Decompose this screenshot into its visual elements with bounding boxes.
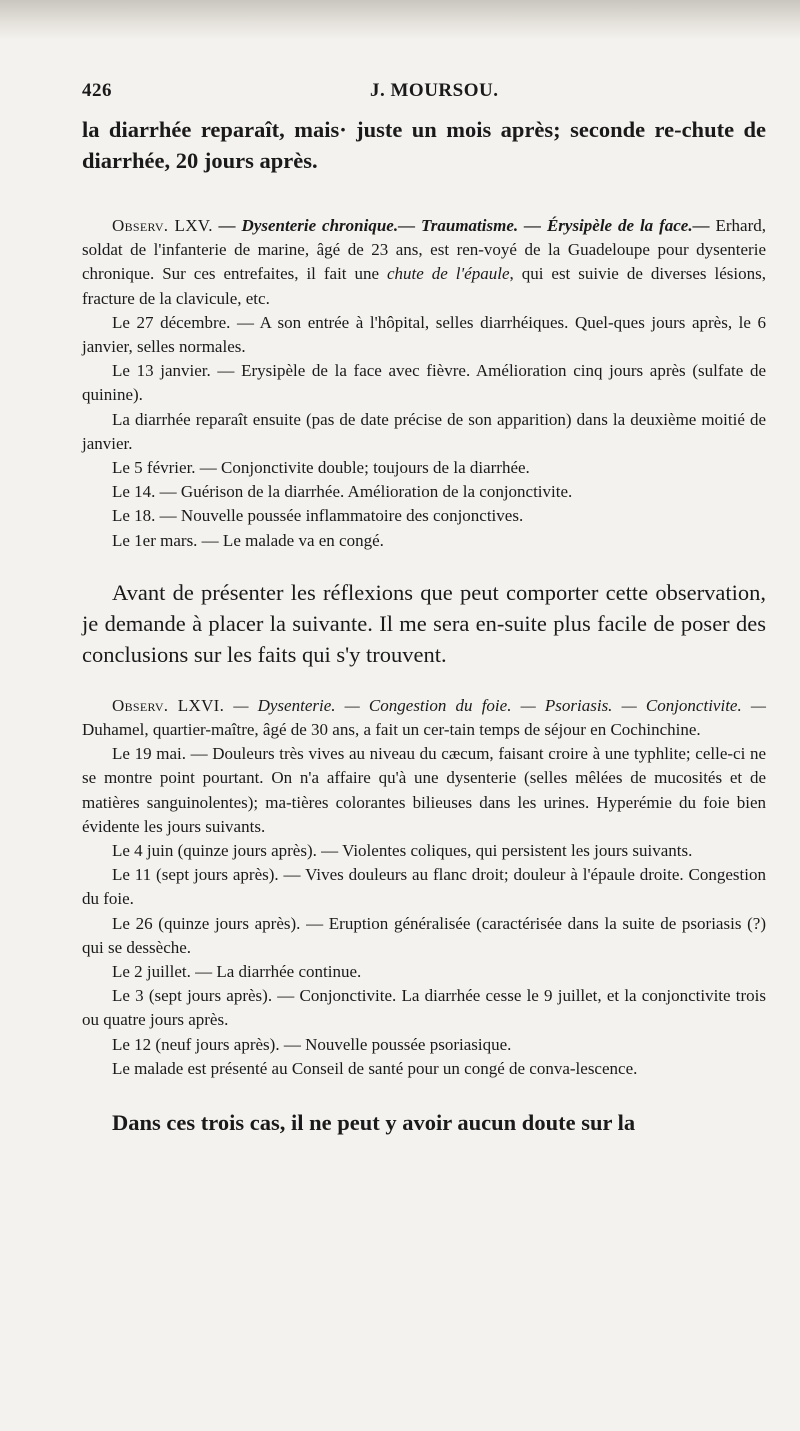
- obs66-line: Le 4 juin (quinze jours après). — Violentes coliques, qui persistent les jours suivants.: [112, 841, 693, 861]
- observation-66-heading: [82, 694, 766, 742]
- observation-text: Erhard, soldat de l'infanterie de marine, âgé de 23 ans, est ren-voyé de la Guadeloupe pour dysenterie chronique. Sur ces entrefaites, il fait une: [82, 216, 767, 284]
- obs66-line: Le 12 (neuf jours après). — Nouvelle poussée psoriasique.: [112, 1034, 512, 1054]
- obs65-line: Le 13 janvier. — Erysipèle de la face avec fièvre. Amélioration cinq jours après (sulfate de quinine).: [82, 361, 766, 405]
- obs65-line: La diarrhée reparaît ensuite (pas de date précise de son apparition) dans la deuxième moitié de janvier.: [82, 409, 766, 453]
- obs66-line: Le 2 juillet. — La diarrhée continue.: [112, 962, 362, 982]
- paragraph-conclusion: Dans ces trois cas, il ne peut y avoir aucun doute sur la: [112, 1110, 636, 1136]
- paragraph-continuation: la diarrhée reparaît, mais· juste un mois après; seconde re-chute de diarrhée, 20 jours après.: [82, 117, 766, 173]
- obs66-line: Le 3 (sept jours après). — Conjonctivite. La diarrhée cesse le 9 juillet, et la conjonctivite trois ou quatre jours après.: [82, 986, 766, 1030]
- scan-shadow: [0, 0, 800, 40]
- obs65-line: Le 5 février. — Conjonctivite double; toujours de la diarrhée.: [112, 458, 530, 478]
- observation-text: Duhamel, quartier-maître, âgé de 30 ans, a fait un cer-tain temps de séjour en Cochinchine.: [82, 720, 701, 740]
- obs65-line: Le 18. — Nouvelle poussée inflammatoire des conjonctives.: [112, 506, 524, 526]
- obs65-line: Le 14. — Guérison de la diarrhée. Amélioration de la conjonctivite.: [112, 482, 573, 502]
- obs65-line: Le 27 décembre. — A son entrée à l'hôpital, selles diarrhéiques. Quel-ques jours après, le 6 janvier, selles normales.: [82, 312, 766, 357]
- obs65-line: Le 1er mars. — Le malade va en congé.: [112, 530, 384, 550]
- observation-text-end: , qui est suivie de diverses lésions, fracture de la clavicule, etc.: [82, 264, 766, 308]
- observation-title: — Dysenterie chronique.— Traumatisme. — Érysipèle de la face.—: [218, 216, 710, 235]
- obs66-line: Le 11 (sept jours après). — Vives douleurs au flanc droit; douleur à l'épaule droite. Congestion du foie.: [82, 865, 766, 909]
- obs66-line: Le 26 (quinze jours après). — Eruption généralisée (caractérisée dans la suite de psoriasis (?) qui se dessèche.: [82, 913, 766, 957]
- observation-label: Observ. LXVI.: [112, 695, 225, 715]
- observation-title: — Dysenterie. — Congestion du foie. — Psoriasis. — Conjonctivite. —: [233, 695, 766, 715]
- observation-65-heading: [82, 214, 766, 311]
- page-header: [82, 80, 760, 104]
- running-head: J. MOURSOU.: [370, 80, 499, 101]
- obs66-line: Le malade est présenté au Conseil de santé pour un congé de conva-lescence.: [112, 1058, 638, 1078]
- body-text: [82, 114, 766, 1138]
- page-number: 426: [82, 80, 112, 101]
- paragraph-reflection: Avant de présenter les réflexions que peut comporter cette observation, je demande à placer la suivante. Il me sera en-suite plus facile de poser des conclusions sur les faits qui s'y trouvent.: [82, 579, 766, 667]
- obs66-line: Le 19 mai. — Douleurs très vives au niveau du cæcum, faisant croire à une typhlite; celle-ci ne se montre point pourtant. On n'a affaire qu'à une dysenterie (selles mêlées de mucosités et de matières sanguinolentes); ma-tières colorantes bilieuses dans les urines. Hyperémie du foie bien évidente les jours suivants.: [82, 744, 766, 836]
- observation-emphasis: chute de l'épaule: [387, 264, 510, 284]
- observation-label: Observ. LXV.: [112, 216, 213, 235]
